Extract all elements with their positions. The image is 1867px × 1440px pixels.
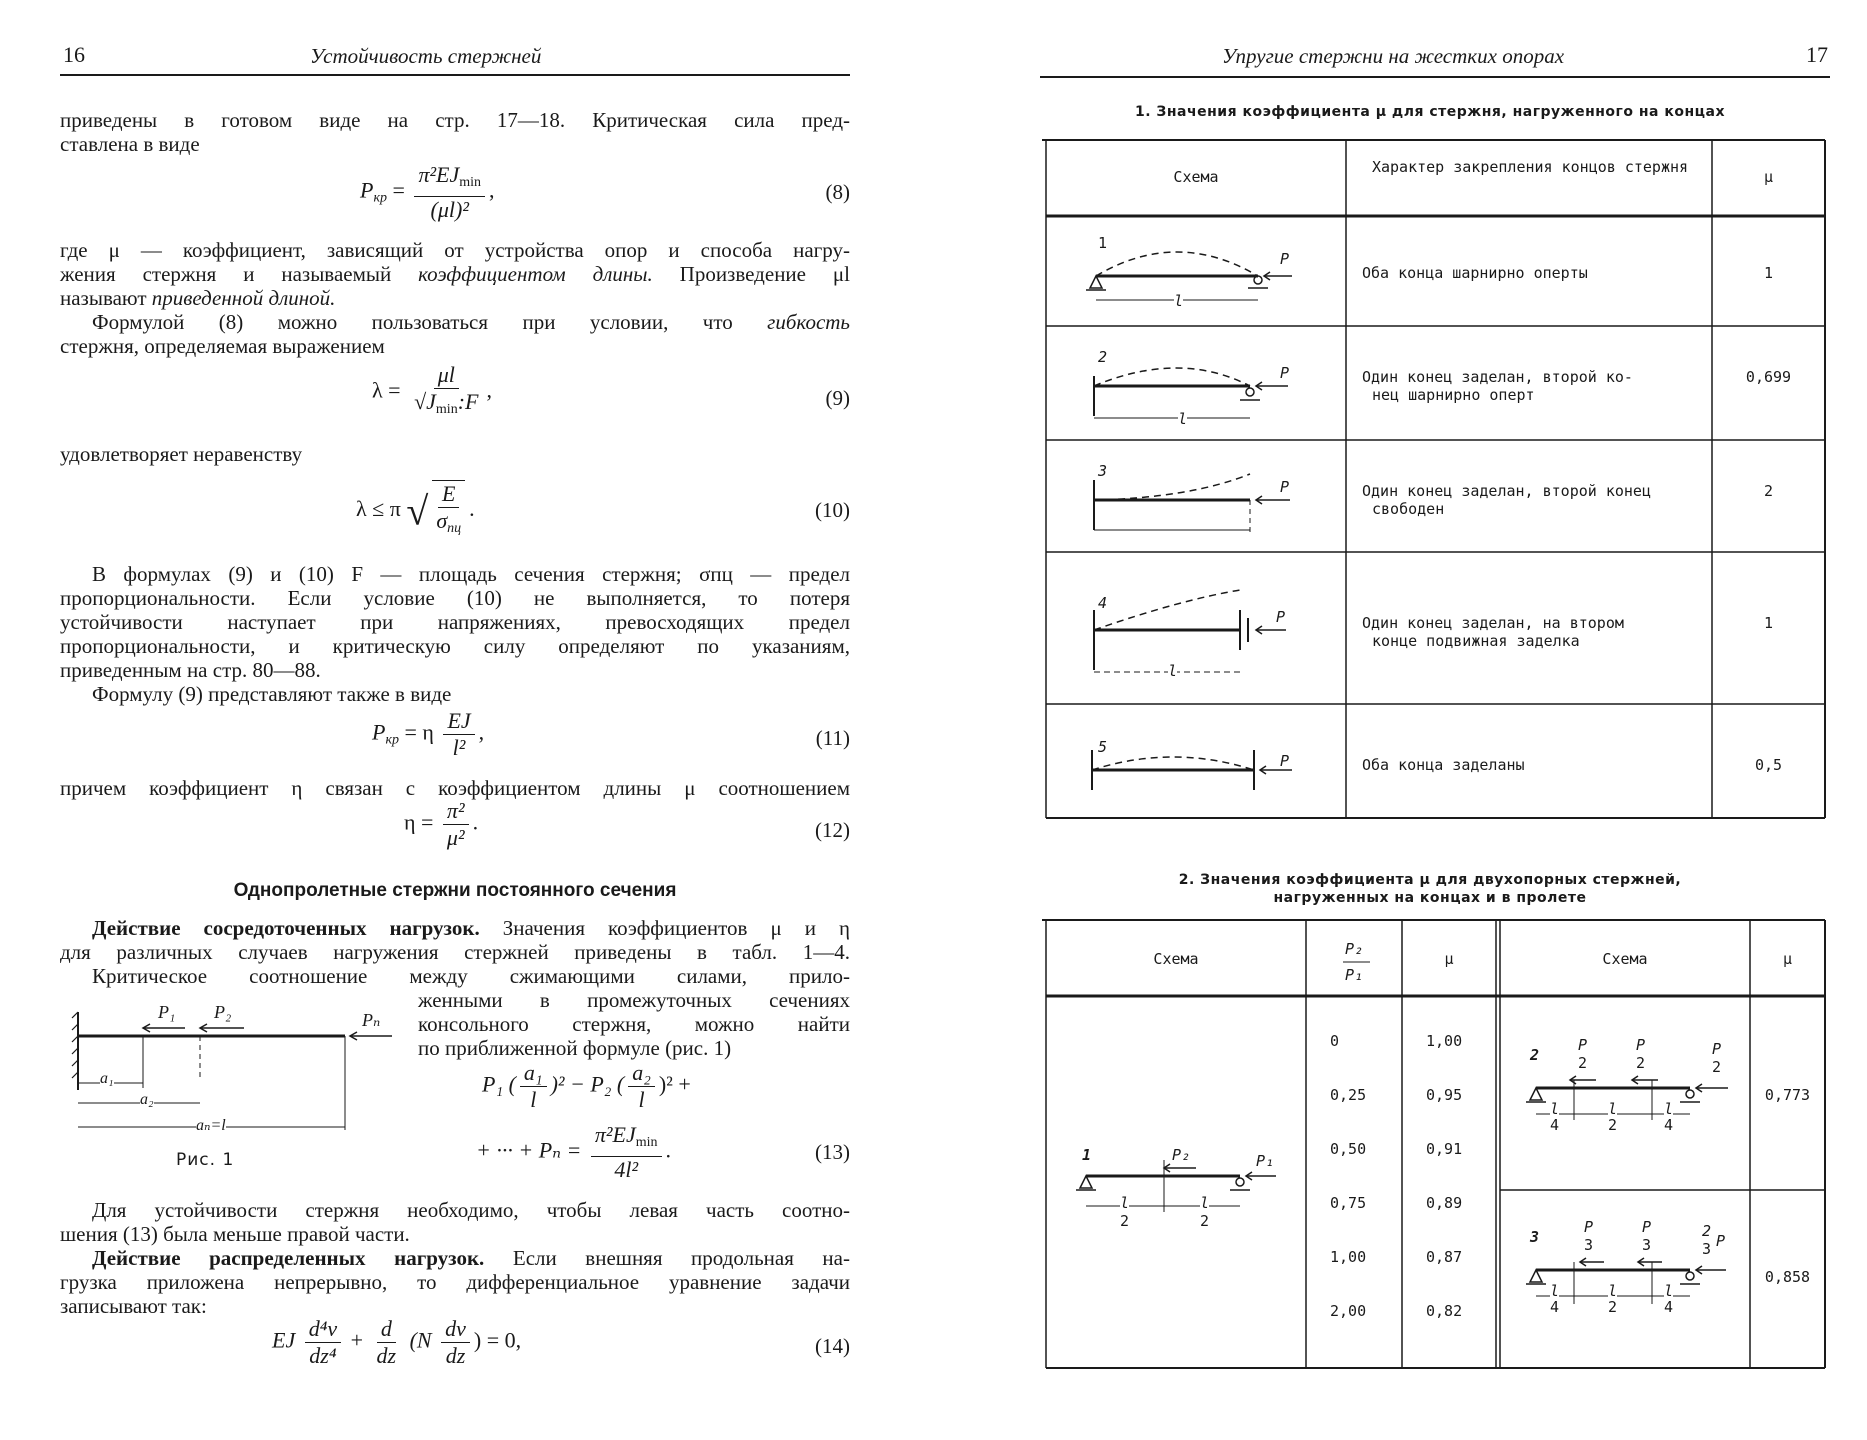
fig1-p2-label: P₂ <box>214 1002 232 1022</box>
equation-13-row-1: P₁ ( $\frac{\text{a₁}}{l}$ )² − P₂ ( $\frac{\text{a₂}}{l}$ )² + <box>482 1060 691 1112</box>
table-2-header-scheme: Схема <box>1153 950 1199 968</box>
table-2-header-ratio-den: P₁ <box>1344 966 1364 984</box>
table-2-header-scheme-2: Схема <box>1602 950 1648 968</box>
equation-8: $P_{кр}$ = $\frac{\pi^2EJ_{min}}{\text{(μl)²}}$ , <box>360 162 495 222</box>
table-1-row-4-num: 4 <box>1098 594 1108 612</box>
equation-11: $P_{кр} = \eta$ $\frac{EJ}{\text{l²}}$ , <box>372 708 485 760</box>
table-2-scheme-3-l3: l <box>1664 1282 1674 1300</box>
table-2-mu-6: 0,82 <box>1426 1302 1463 1320</box>
para-formulas-line-2: пропорциональности. Если условие (10) не выполняется, то потеря <box>60 586 850 610</box>
table-2-scheme-2-num: 2 <box>1530 1046 1540 1064</box>
para-concentrated-line-6: по приближенной формуле (рис. 1) <box>418 1036 732 1060</box>
table-2-header-mu: μ <box>1444 950 1454 968</box>
table-1-header-mu: μ <box>1763 168 1774 186</box>
table-2-ratio-1: 0 <box>1330 1032 1340 1050</box>
table-2-header-mu-2: μ <box>1782 950 1793 968</box>
table-2-scheme-2-d3: 2 <box>1712 1058 1722 1076</box>
para-distributed-line-3: записывают так: <box>60 1294 207 1318</box>
table-2-scheme-3-p3-den: 3 <box>1702 1240 1712 1258</box>
table-1-row-2-desc-1: Один конец заделан, второй ко- <box>1362 368 1633 386</box>
fig1-caption: Рис. 1 <box>176 1150 235 1170</box>
table-2-scheme-2-l1: l <box>1550 1100 1560 1118</box>
fig1-a1-label: a₁ <box>100 1070 114 1087</box>
table-1-row-1-desc: Оба конца шарнирно оперты <box>1362 264 1588 282</box>
table-1-row-1-num: 1 <box>1098 234 1108 252</box>
table-2-scheme-3-q3: 4 <box>1664 1298 1674 1316</box>
para-formulas-line-4: пропорциональности, и критическую силу определяют по указаниям, <box>60 634 850 658</box>
table-2-ratio-3: 0,50 <box>1330 1140 1367 1158</box>
table-1-row-5-num: 5 <box>1098 738 1108 756</box>
table-1-header-fixing: Характер закрепления концов стержня <box>1371 158 1689 176</box>
table-2-mu-1: 1,00 <box>1426 1032 1463 1050</box>
table-1-header-scheme: Схема <box>1173 168 1219 186</box>
table-1-row-2-mu: 0,699 <box>1745 368 1792 386</box>
equation-13-number: (13) <box>815 1140 850 1164</box>
table-2-scheme-2-p2: P <box>1636 1036 1646 1054</box>
table-2-scheme-2-q2: 2 <box>1608 1116 1618 1134</box>
table-2-mu-5: 0,87 <box>1426 1248 1463 1266</box>
left-page-number: 16 <box>63 42 85 67</box>
table-1-row-4-l: l <box>1168 662 1178 680</box>
table-2-scheme-2-l2: l <box>1608 1100 1618 1118</box>
fig1-pn-label: Pₙ <box>362 1010 381 1030</box>
table-1-row-3-p: P <box>1280 478 1290 496</box>
para-formula-line-1: Формулой (8) можно пользоваться при условии, что гибкость <box>92 310 850 334</box>
intro-line-1: приведены в готовом виде на стр. 17—18. Критическая сила пред- <box>60 108 850 132</box>
table-2-scheme-2-d1: 2 <box>1578 1054 1588 1072</box>
para-formulas-line-5: приведенным на стр. 80—88. <box>60 658 321 682</box>
table-1-row-1-p: P <box>1280 250 1290 268</box>
table-2-ratio-6: 2,00 <box>1330 1302 1367 1320</box>
table-1-row-3-mu: 2 <box>1763 482 1774 500</box>
table-2-ratio-4: 0,75 <box>1330 1194 1367 1212</box>
table-2-mu-4: 0,89 <box>1426 1194 1463 1212</box>
equation-9-number: (9) <box>825 386 850 410</box>
table-2-scheme-2-p1: P <box>1578 1036 1588 1054</box>
table-1-row-2-desc-2: нец шарнирно оперт <box>1372 386 1535 404</box>
para-mu-line-2: жения стержня и называемый коэффициентом длины. Произведение μl <box>60 262 850 286</box>
table-1-row-1-l: l <box>1174 292 1184 310</box>
table-2-mu-3: 0,91 <box>1426 1140 1463 1158</box>
right-page-number: 17 <box>1806 42 1828 67</box>
equation-12: η = $\frac{\text{π²}}{\text{μ²}}$ . <box>404 798 479 850</box>
equation-14-number: (14) <box>815 1334 850 1358</box>
equation-13-row-2: + ··· + Pₙ = $\frac{\pi^2EJ_{min}}{\text{4l²}}$ . <box>476 1122 672 1182</box>
table-2-scheme-2-q1: 4 <box>1550 1116 1560 1134</box>
table-1-row-5-mu: 0,5 <box>1754 756 1783 774</box>
table-2-scheme-3-num: 3 <box>1530 1228 1540 1246</box>
fig1-a2-label: a₂ <box>140 1091 154 1108</box>
table-2-scheme-1-half-2: 2 <box>1120 1212 1130 1230</box>
table-2-scheme-3-l2: l <box>1608 1282 1618 1300</box>
table-1-row-2-num: 2 <box>1098 348 1108 366</box>
table-2-scheme-1-p1: P₁ <box>1256 1152 1275 1170</box>
table-2-scheme-2-d2: 2 <box>1636 1054 1646 1072</box>
intro-line-2: ставлена в виде <box>60 132 200 156</box>
table-2-scheme-1-num: 1 <box>1082 1146 1092 1164</box>
table-2-scheme-1-half-l-right: l <box>1200 1194 1210 1212</box>
table-2-scheme-1-half-2-right: 2 <box>1200 1212 1210 1230</box>
table-2-scheme-3-d1: 3 <box>1584 1236 1594 1254</box>
table-2-scheme-2-p3: P <box>1712 1040 1722 1058</box>
para-mu-line-3: называют приведенной длиной. <box>60 286 336 310</box>
table-2-title-line-2: нагруженных на концах и в пролете <box>1273 890 1587 906</box>
table-2-scheme-3-q2: 2 <box>1608 1298 1618 1316</box>
table-2-scheme-3-l1: l <box>1550 1282 1560 1300</box>
para-distributed-line-2: грузка приложена непрерывно, то дифференциальное уравнение задачи <box>60 1270 850 1294</box>
table-1-row-3-desc-1: Один конец заделан, второй конец <box>1362 482 1651 500</box>
para-concentrated-line-3: Критическое соотношение между сжимающими силами, прило- <box>92 964 850 988</box>
fig1-p1-label: P₁ <box>158 1002 176 1022</box>
para-stab-line-1: Для устойчивости стержня необходимо, чтобы левая часть соотно- <box>92 1198 850 1222</box>
table-2-scheme-3-mu: 0,858 <box>1764 1268 1811 1286</box>
equation-11-number: (11) <box>815 726 850 750</box>
equation-8-number: (8) <box>825 180 850 204</box>
table-2-scheme-1-p2: P₂ <box>1172 1146 1191 1164</box>
table-1-row-1-mu: 1 <box>1763 264 1774 282</box>
table-2-header-ratio-num: P₂ <box>1344 940 1364 958</box>
para-inequality: удовлетворяет неравенству <box>60 442 303 466</box>
table-2-scheme-2-mu: 0,773 <box>1764 1086 1811 1104</box>
para-concentrated-line-2: для различных случаев нагружения стержней приведены в табл. 1—4. <box>60 940 850 964</box>
table-1-row-2-p: P <box>1280 364 1290 382</box>
para-concentrated-line-1: Действие сосредоточенных нагрузок. Значения коэффициентов μ и η <box>92 916 850 940</box>
para-mu-line-1: где μ — коэффициент, зависящий от устройства опор и способа нагру- <box>60 238 850 262</box>
table-2-ratio-2: 0,25 <box>1330 1086 1367 1104</box>
table-1-row-5-desc: Оба конца заделаны <box>1362 756 1525 774</box>
table-1-title: 1. Значения коэффициента μ для стержня, нагруженного на концах <box>1135 104 1725 120</box>
table-1-row-2-l: l <box>1178 410 1188 428</box>
table-2-mu-2: 0,95 <box>1426 1086 1463 1104</box>
left-running-head: Устойчивость стержней <box>310 44 542 68</box>
para-concentrated-line-4: женными в промежуточных сечениях <box>418 988 850 1012</box>
right-running-head: Упругие стержни на жестких опорах <box>1222 44 1565 68</box>
equation-9: λ = $\frac{\mu l}{√J_{min}:F}$ , <box>372 362 492 417</box>
table-2-title-line-1: 2. Значения коэффициента μ для двухопорных стержней, <box>1178 872 1682 888</box>
table-2-scheme-3-q1: 4 <box>1550 1298 1560 1316</box>
table-2-scheme-3-p1: P <box>1584 1218 1594 1236</box>
table-2-scheme-3-p3: P <box>1716 1232 1726 1250</box>
para-distributed-line-1: Действие распределенных нагрузок. Если внешняя продольная на- <box>92 1246 850 1270</box>
table-2-ratio-5: 1,00 <box>1330 1248 1367 1266</box>
table-2-scheme-2-l3: l <box>1664 1100 1674 1118</box>
table-2-scheme-3-d2: 3 <box>1642 1236 1652 1254</box>
table-2-scheme-1-half-l: l <box>1120 1194 1130 1212</box>
para-formulas-line-3: устойчивости наступает при напряжениях, превосходящих предел <box>60 610 850 634</box>
section-title: Однопролетные стержни постоянного сечения <box>233 880 677 901</box>
table-2-scheme-2-q3: 4 <box>1664 1116 1674 1134</box>
table-1-row-4-desc-1: Один конец заделан, на втором <box>1362 614 1624 632</box>
equation-14: EJ $\frac{\text{d⁴v}}{\text{dz⁴}}$ + $\frac{d}{dz}$ (N $\frac{dv}{dz}$ ) = 0, <box>272 1316 522 1368</box>
para-stab-line-2: шения (13) была меньше правой части. <box>60 1222 410 1246</box>
equation-12-number: (12) <box>815 818 850 842</box>
table-1-row-3-desc-2: свободен <box>1372 500 1445 518</box>
equation-10: λ ≤ π √ $\frac{E}{\sigma_{пц}}$ . <box>356 480 475 542</box>
table-1-row-4-desc-2: конце подвижная заделка <box>1372 632 1580 650</box>
para-eta: причем коэффициент η связан с коэффициентом длины μ соотношением <box>60 776 850 800</box>
para-concentrated-line-5: консольного стержня, можно найти <box>418 1012 850 1036</box>
fig1-an-label: aₙ=l <box>196 1117 226 1134</box>
para-formula-line-2: стержня, определяемая выражением <box>60 334 385 358</box>
equation-10-number: (10) <box>815 498 850 522</box>
table-1-row-5-p: P <box>1280 752 1290 770</box>
table-2-scheme-3-p2: P <box>1642 1218 1652 1236</box>
table-1-row-3-num: 3 <box>1098 462 1108 480</box>
para-formulas-line-1: В формулах (9) и (10) F — площадь сечения стержня; σпц — предел <box>92 562 850 586</box>
table-2-scheme-3-p3-num: 2 <box>1702 1222 1712 1240</box>
table-1-row-4-mu: 1 <box>1763 614 1774 632</box>
para-formulas-line-6: Формулу (9) представляют также в виде <box>92 682 452 706</box>
table-1-row-4-p: P <box>1276 608 1286 626</box>
